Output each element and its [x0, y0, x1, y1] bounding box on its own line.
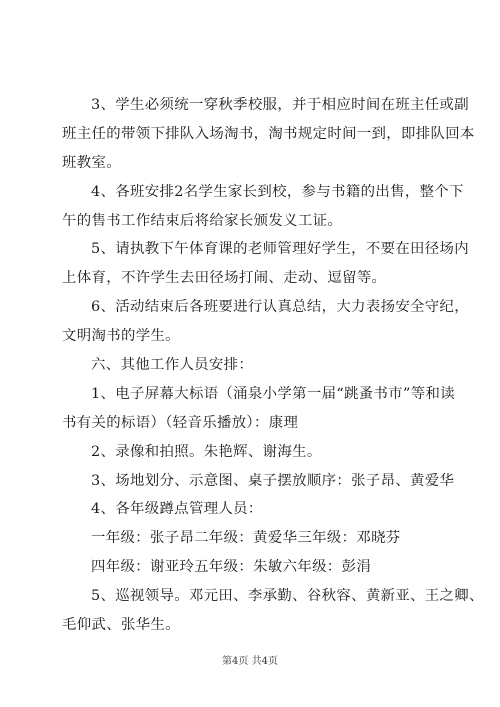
paragraph-line: 1、电子屏幕大标语（涌泉小学第一届“跳蚤书市”等和读 — [91, 385, 455, 402]
paragraph-line: 5、请执教下午体育课的老师管理好学生，不要在田径场内 — [91, 241, 470, 258]
paragraph-line: 午的售书工作结束后将给家长颁发义工证。 — [62, 212, 343, 229]
paragraph-line: 上体育，不许学生去田径场打闹、走动、逗留等。 — [62, 270, 387, 287]
paragraph-line: 班主任的带领下排队入场淘书，淘书规定时间一到，即排队回本 — [62, 125, 475, 142]
paragraph-line: 3、场地划分、示意图、桌子摆放顺序：张子昂、黄爱华 — [91, 472, 455, 489]
paragraph-line: 班教室。 — [62, 154, 121, 171]
paragraph-line: 毛仰武、张华生。 — [62, 617, 180, 634]
paragraph-line: 6、活动结束后各班要进行认真总结，大力表扬安全守纪， — [91, 299, 470, 316]
document-body — [62, 91, 484, 640]
paragraph-line: 3、学生必须统一穿秋季校服，并于相应时间在班主任或副 — [91, 97, 470, 113]
paragraph-line: 4、各班安排2名学生家长到校，参与书籍的出售，整个下 — [91, 183, 464, 200]
section-heading: 六、其他工作人员安排： — [91, 357, 254, 374]
paragraph-line: 4、各年级蹲点管理人员： — [91, 501, 263, 518]
paragraph-line: 文明淘书的学生。 — [62, 328, 180, 345]
page-number-footer: 第4页 共4页 — [222, 656, 278, 667]
paragraph-line: 书有关的标语）（轻音乐播放）：康理 — [62, 414, 299, 431]
paragraph-line: 四年级：谢亚玲五年级：朱敏六年级：彭涓 — [91, 559, 372, 576]
paragraph-line: 一年级：张子昂二年级：黄爱华三年级：邓晓芬 — [91, 530, 401, 547]
paragraph-line: 2、录像和拍照。朱艳辉、谢海生。 — [91, 443, 322, 460]
paragraph-line: 5、巡视领导。邓元田、李承勤、谷秋容、黄新亚、王之卿、 — [91, 588, 484, 605]
